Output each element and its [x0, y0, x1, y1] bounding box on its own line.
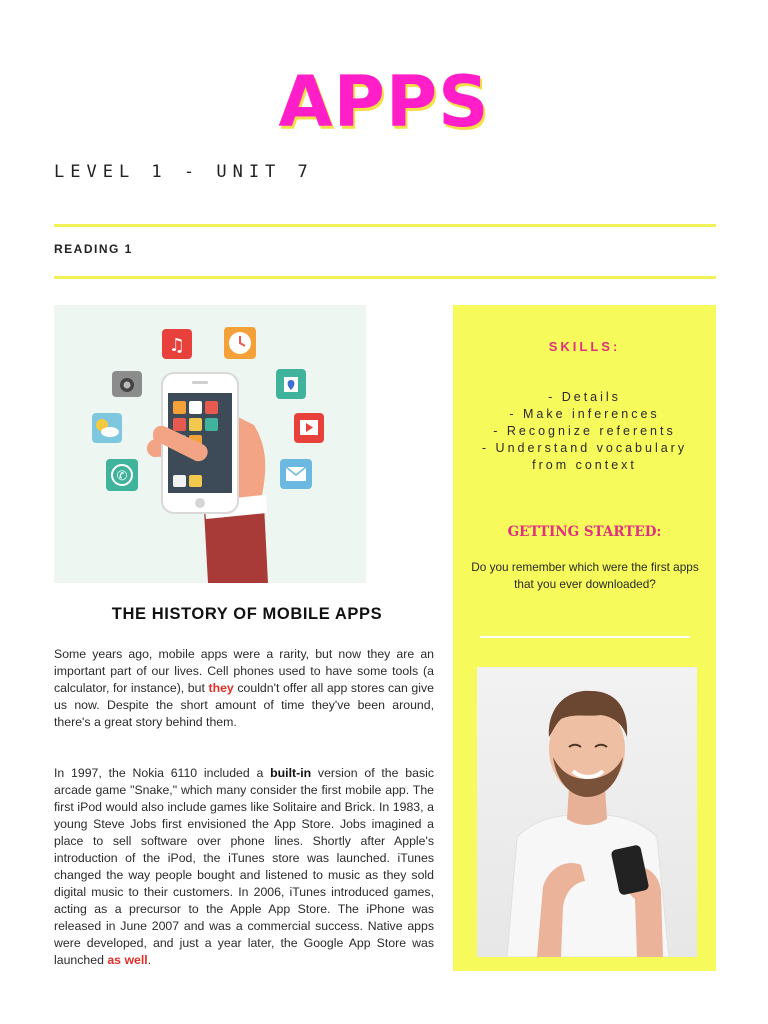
vocab-built-in: built-in [270, 766, 312, 780]
clock-icon [224, 327, 256, 359]
music-icon [162, 329, 192, 359]
weather-icon [92, 413, 122, 443]
skills-heading: SKILLS: [548, 339, 621, 354]
getting-started-question: Do you remember which were the first apps that you ever downloaded? [471, 560, 699, 591]
phone-icon [106, 459, 138, 491]
article-title: THE HISTORY OF MOBILE APPS [111, 605, 383, 623]
man-with-phone-photo [477, 667, 697, 957]
level-unit-label: LEVEL 1 - UNIT 7 [54, 162, 314, 182]
video-icon [294, 413, 324, 443]
skills-panel [453, 305, 716, 971]
section-divider [54, 276, 716, 279]
skill-item: - Make inferences [509, 407, 660, 421]
paragraph-1: Some years ago, mobile apps were a rarity, but now they are an important part of our lives. Cell phones used to have some tools (a calculator, for instance), but they couldn't offer all app stores can give us now. Despite the short amount of time they've been around, there's a great story behind them. [54, 647, 434, 729]
skill-item: - Understand vocabulary [481, 441, 688, 455]
skill-item: from context [532, 458, 637, 472]
skill-item: - Details [548, 390, 621, 404]
mail-icon [280, 459, 312, 489]
skills-list [453, 389, 716, 474]
paragraph-2: In 1997, the Nokia 6110 included a built-in version of the basic arcade game "Snake," which many consider the first mobile app. The first iPod would also include games like Solitaire and Brick. In 1983, a young Steve Jobs first envisioned the App Store. Jobs imagined a place to sell software over phone lines. Shortly after Apple's introduction of the iPod, the iTunes store was launched. iTunes changed the way people bought and listened to music as they sold digital music to their customers. In 2006, iTunes introduced games, acting as a precursor to the Apple App Store. The iPhone was released in June 2007 and was a commercial success. Native apps were developed, and just a year later, the Google App Store was launched as well. [54, 766, 434, 967]
apps-illustration [54, 305, 366, 583]
camera-icon [112, 371, 142, 397]
svg-text:✆: ✆ [116, 469, 128, 484]
section-label: READING 1 [54, 242, 133, 256]
svg-text:♫: ♫ [168, 335, 186, 356]
referent-they: they [208, 681, 234, 695]
skill-item: - Recognize referents [493, 424, 676, 438]
panel-divider [480, 636, 690, 638]
getting-started-heading: GETTING STARTED: [507, 524, 662, 540]
vocab-as-well: as well [107, 953, 148, 967]
page-title: APPS [278, 61, 490, 143]
top-divider [54, 224, 716, 227]
map-icon [276, 369, 306, 399]
